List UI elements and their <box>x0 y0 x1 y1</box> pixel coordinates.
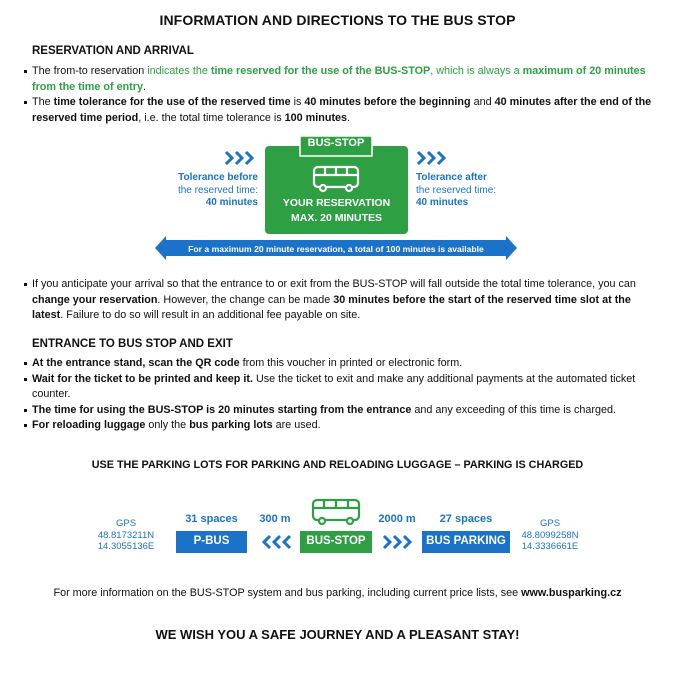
right-spaces: 27 spaces <box>439 513 493 525</box>
tolerance-after: Tolerance after the reserved time: 40 minutes <box>416 172 497 208</box>
list-item: The time for using the BUS-STOP is 20 minutes starting from the entrance and any exceeding of this time is charged. <box>24 403 654 419</box>
list-item: The from-to reservation indicates the time reserved for the use of the BUS-STOP, which is always a maximum of 20 minutes from the time of entry. <box>24 64 654 95</box>
reservation-list <box>24 64 654 126</box>
chevrons-right-icon <box>384 536 410 548</box>
reservation-text: YOUR RESERVATION MAX. 20 MINUTES <box>282 197 391 224</box>
chevrons-right-icon <box>418 152 444 164</box>
list-item: For reloading luggage only the bus parking lots are used. <box>24 418 654 434</box>
parking-note: USE THE PARKING LOTS FOR PARKING AND RELOADING LUGGAGE – PARKING IS CHARGED <box>91 459 584 471</box>
list-item: At the entrance stand, scan the QR code from this voucher in printed or electronic form. <box>24 356 654 372</box>
list-item: Wait for the ticket to be printed and keep it. Use the ticket to exit and make any additional payments at the automated ticket counter. <box>24 372 654 403</box>
bus-icon <box>313 500 359 524</box>
p-bus-label: P-BUS <box>193 535 230 547</box>
page-title: INFORMATION AND DIRECTIONS TO THE BUS STOP <box>159 12 516 28</box>
left-spaces: 31 spaces <box>185 513 238 525</box>
right-distance: 2000 m <box>378 513 416 525</box>
left-distance: 300 m <box>259 513 291 525</box>
left-gps: GPS 48.8173211N 14.3055136E <box>97 518 155 552</box>
right-gps: GPS 48.8099258N 14.3336661E <box>521 518 579 552</box>
bus-stop-label: BUS-STOP <box>307 137 365 149</box>
farewell-message: WE WISH YOU A SAFE JOURNEY AND A PLEASANT STAY! <box>155 627 520 642</box>
bus-parking-label: BUS PARKING <box>426 535 506 547</box>
chevrons-left-icon <box>264 536 290 548</box>
total-time-bar-text: For a maximum 20 minute reservation, a total of 100 minutes is available <box>188 244 484 254</box>
section-heading-reservation: RESERVATION AND ARRIVAL <box>32 45 194 57</box>
list-item: The time tolerance for the use of the reserved time is 40 minutes before the beginning and 40 minutes after the end of the reserved time period, i.e. the total time tolerance is 100 minutes. <box>24 95 654 126</box>
change-reservation-list <box>24 277 654 324</box>
more-info: For more information on the BUS-STOP system and bus parking, including current price lists, see www.busparking.cz <box>53 587 622 599</box>
arrow-right-icon <box>506 236 517 260</box>
arrow-left-icon <box>155 236 166 260</box>
website-link[interactable]: www.busparking.cz <box>521 587 622 599</box>
entrance-list <box>24 356 654 434</box>
section-heading-entrance: ENTRANCE TO BUS STOP AND EXIT <box>32 338 233 350</box>
chevrons-right-icon <box>226 152 252 164</box>
tolerance-before: Tolerance before the reserved time: 40 minutes <box>177 172 258 208</box>
bus-stop-parking-label: BUS-STOP <box>306 535 366 547</box>
list-item: If you anticipate your arrival so that the entrance to or exit from the BUS-STOP will fall outside the total time tolerance, you can change your reservation. However, the change can be made 30 minutes before the start of the reserved time slot at the latest. Failure to do so will result in an additional fee payable on site. <box>24 277 654 324</box>
